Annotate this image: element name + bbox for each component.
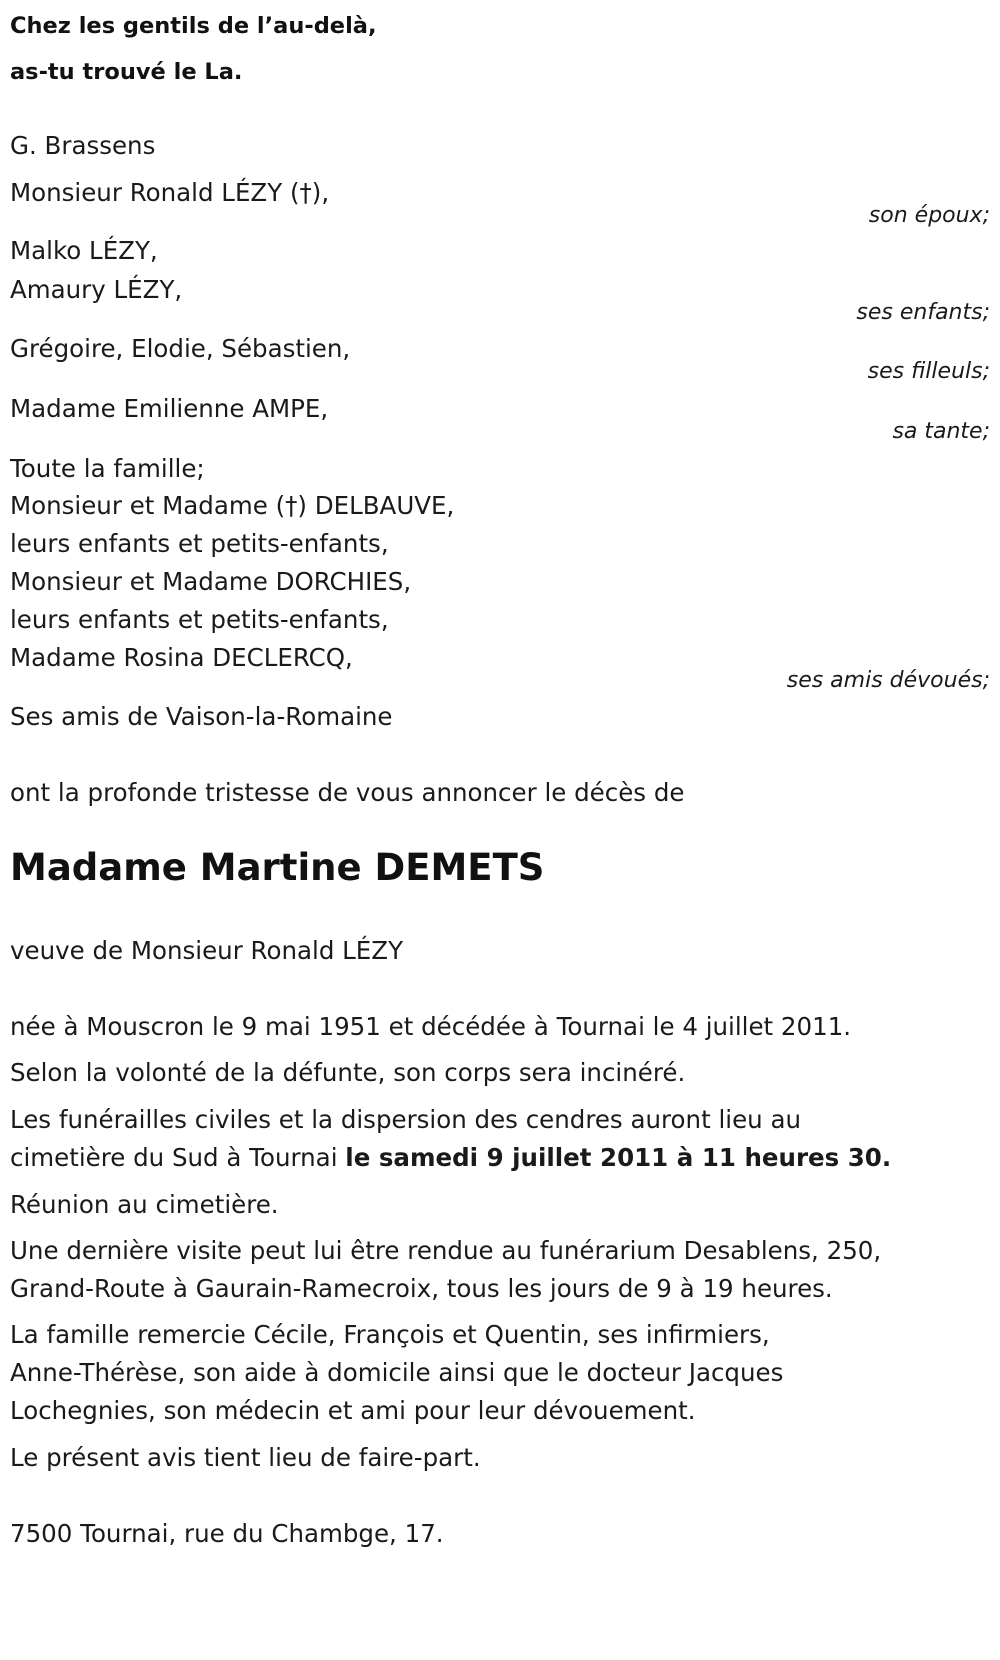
aunt-name: Madame Emilienne AMPE,: [10, 394, 329, 423]
funeral-text-line-2: [10, 1143, 891, 1173]
family-address: 7500 Tournai, rue du Chambge, 17.: [10, 1519, 444, 1548]
visit-text-line-2: Grand-Route à Gaurain-Ramecroix, tous les jours de 9 à 19 heures.: [10, 1274, 833, 1303]
notice-text: Le présent avis tient lieu de faire-part.: [10, 1443, 481, 1472]
child-name-2: Amaury LÉZY,: [10, 275, 183, 304]
children-relation: ses enfants;: [856, 300, 990, 325]
widow-of: veuve de Monsieur Ronald LÉZY: [10, 936, 404, 965]
friend-couple-1-children: leurs enfants et petits-enfants,: [10, 529, 389, 558]
epigraph-line-1: Chez les gentils de l’au-delà,: [10, 13, 377, 39]
friend-3: Madame Rosina DECLERCQ,: [10, 643, 353, 672]
epigraph-line-2: as-tu trouvé le La.: [10, 59, 243, 85]
godchildren-names: Grégoire, Elodie, Sébastien,: [10, 334, 351, 363]
funeral-location: cimetière du Sud à Tournai: [10, 1143, 346, 1172]
funeral-date-time: le samedi 9 juillet 2011 à 11 heures 30.: [345, 1143, 892, 1172]
friend-couple-2-children: leurs enfants et petits-enfants,: [10, 605, 389, 634]
announcement-text: ont la profonde tristesse de vous annoncer le décès de: [10, 778, 685, 807]
husband-relation: son époux;: [868, 203, 990, 228]
thanks-text-line-3: Lochegnies, son médecin et ami pour leur dévouement.: [10, 1396, 696, 1425]
thanks-text-line-1: La famille remercie Cécile, François et Quentin, ses infirmiers,: [10, 1320, 770, 1349]
friend-couple-2: Monsieur et Madame DORCHIES,: [10, 567, 412, 596]
cremation-text: Selon la volonté de la défunte, son corps sera incinéré.: [10, 1058, 686, 1087]
aunt-relation: sa tante;: [892, 419, 990, 444]
birth-death-dates: née à Mouscron le 9 mai 1951 et décédée à Tournai le 4 juillet 2011.: [10, 1012, 852, 1041]
whole-family: Toute la famille;: [10, 454, 205, 483]
friend-couple-1: Monsieur et Madame (†) DELBAUVE,: [10, 491, 455, 520]
husband-name: Monsieur Ronald LÉZY (†),: [10, 178, 330, 207]
deceased-name: Madame Martine DEMETS: [10, 846, 545, 889]
vaison-friends: Ses amis de Vaison-la-Romaine: [10, 702, 393, 731]
thanks-text-line-2: Anne-Thérèse, son aide à domicile ainsi que le docteur Jacques: [10, 1358, 784, 1387]
meeting-text: Réunion au cimetière.: [10, 1190, 279, 1219]
friends-relation: ses amis dévoués;: [786, 668, 990, 693]
visit-text-line-1: Une dernière visite peut lui être rendue au funérarium Desablens, 250,: [10, 1236, 882, 1265]
godchildren-relation: ses filleuls;: [867, 359, 990, 384]
funeral-text-line-1: Les funérailles civiles et la dispersion des cendres auront lieu au: [10, 1105, 802, 1134]
epigraph-author: G. Brassens: [10, 131, 156, 160]
child-name-1: Malko LÉZY,: [10, 236, 158, 265]
